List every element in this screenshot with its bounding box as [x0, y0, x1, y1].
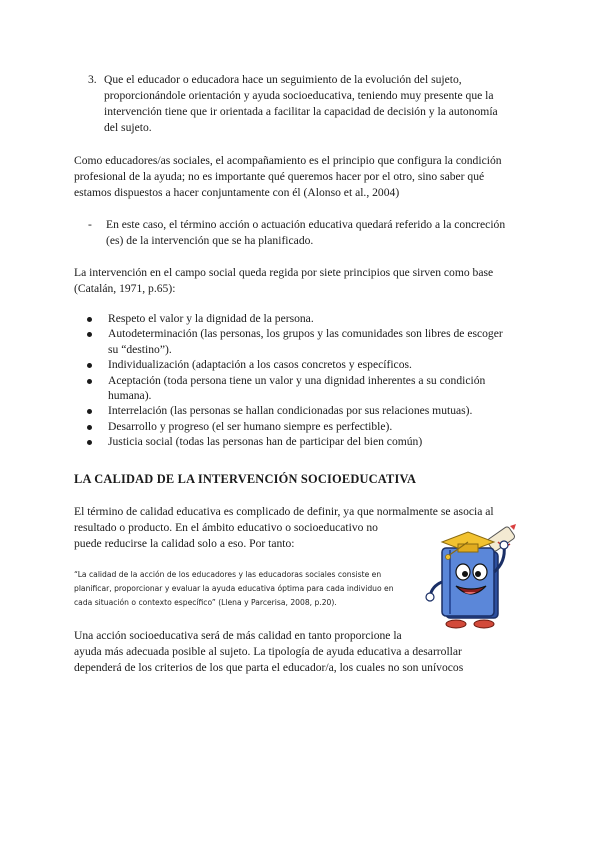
text-line: humana). — [108, 389, 152, 403]
section-heading: LA CALIDAD DE LA INTERVENCIÓN SOCIOEDUCATIVA — [74, 472, 417, 486]
block-quote — [74, 568, 422, 610]
list-item — [74, 357, 534, 372]
text-line: En este caso, el término acción o actuación educativa quedará referido a la concreción — [106, 218, 506, 231]
bullet-icon — [87, 409, 92, 414]
text-line: cada situación o contexto específico” (Llena y Parcerisa, 2008, p.20). — [74, 598, 337, 607]
text-line: La intervención en el campo social queda regida por siete principios que sirven como base — [74, 266, 494, 279]
text-line: del sujeto. — [104, 121, 152, 134]
text-line: Justicia social (todas las personas han de participar del bien común) — [108, 435, 423, 449]
text-line: (Catalán, 1971, p.65): — [74, 282, 176, 295]
bullet-icon — [87, 363, 92, 368]
text-line: su “destino”). — [108, 342, 172, 356]
bullet-icon — [87, 317, 92, 322]
list-item — [74, 419, 534, 434]
principles-bullet-list — [74, 311, 534, 450]
bullet-icon — [87, 440, 92, 445]
text-line: Que el educador o educadora hace un seguimiento de la evolución del sujeto, — [104, 73, 462, 86]
dash-list-item — [88, 217, 528, 249]
text-line: ayuda más adecuada posible al sujeto. La tipología de ayuda educativa a desarrollar — [74, 645, 462, 658]
text-line: intervención tiene que ir orientada a facilitar la capacidad de decisión y la autonomía — [104, 105, 498, 118]
paragraph-acompanamiento — [74, 153, 524, 201]
numbered-item-text — [104, 72, 528, 136]
text-line: El término de calidad educativa es complicado de definir, ya que normalmente se asocia al — [74, 505, 494, 518]
dash-item-text — [106, 217, 528, 249]
text-line: Una acción socioeducativa será de más calidad en tanto proporcione la — [74, 629, 402, 642]
bullet-icon — [87, 379, 92, 384]
text-line: Interrelación (las personas se hallan condicionadas por sus relaciones mutuas). — [108, 404, 473, 418]
list-item — [74, 434, 534, 449]
text-line: puede reducirse la calidad solo a eso. Por tanto: — [74, 537, 295, 550]
text-line: planificar, proporcionar y evaluar la ayuda educativa óptima para cada individuo en — [74, 584, 394, 593]
list-item — [74, 373, 534, 404]
paragraph-accion — [74, 628, 534, 676]
list-item — [74, 311, 534, 326]
numbered-item-3 — [88, 72, 528, 136]
text-line: Individualización (adaptación a los casos concretos y específicos. — [108, 358, 412, 372]
text-line: resultado o producto. En el ámbito educativo o socioeducativo no — [74, 521, 378, 534]
text-line: “La calidad de la acción de los educadores y las educadoras sociales consiste en — [74, 570, 382, 579]
text-line: Autodeterminación (las personas, los grupos y las comunidades son libres de escoger — [108, 327, 503, 341]
bullet-icon — [87, 425, 92, 430]
text-line: Respeto el valor y la dignidad de la persona. — [108, 312, 314, 325]
text-line: Desarrollo y progreso (el ser humano siempre es perfectible). — [108, 419, 393, 433]
bullet-icon — [87, 332, 92, 337]
list-item — [74, 326, 534, 357]
text-line: (es) de la intervención que se ha planificado. — [106, 234, 314, 247]
paragraph-principios-intro — [74, 265, 524, 297]
text-line: estamos dispuestos a hacer conjuntamente con él (Alonso et al., 2004) — [74, 186, 400, 199]
text-line: Aceptación (toda persona tiene un valor y una dignidad inherentes a su condición — [108, 373, 486, 387]
book-feet — [446, 620, 494, 628]
text-line: dependerá de los criterios de los que parta el educador/a, los cuales no son unívocos — [74, 661, 464, 674]
list-item — [74, 403, 534, 418]
text-line: Como educadores/as sociales, el acompañamiento es el principio que configura la condición — [74, 154, 502, 167]
list-number: 3. — [88, 73, 97, 86]
text-line: profesional de la ayuda; no es importante qué queremos hacer por el otro, sino saber qué — [74, 170, 485, 183]
dash-marker: - — [88, 218, 92, 231]
text-line: proporcionándole orientación y ayuda socioeducativa, teniendo muy presente que la — [104, 89, 494, 102]
graduate-book-cartoon-icon — [418, 522, 530, 634]
